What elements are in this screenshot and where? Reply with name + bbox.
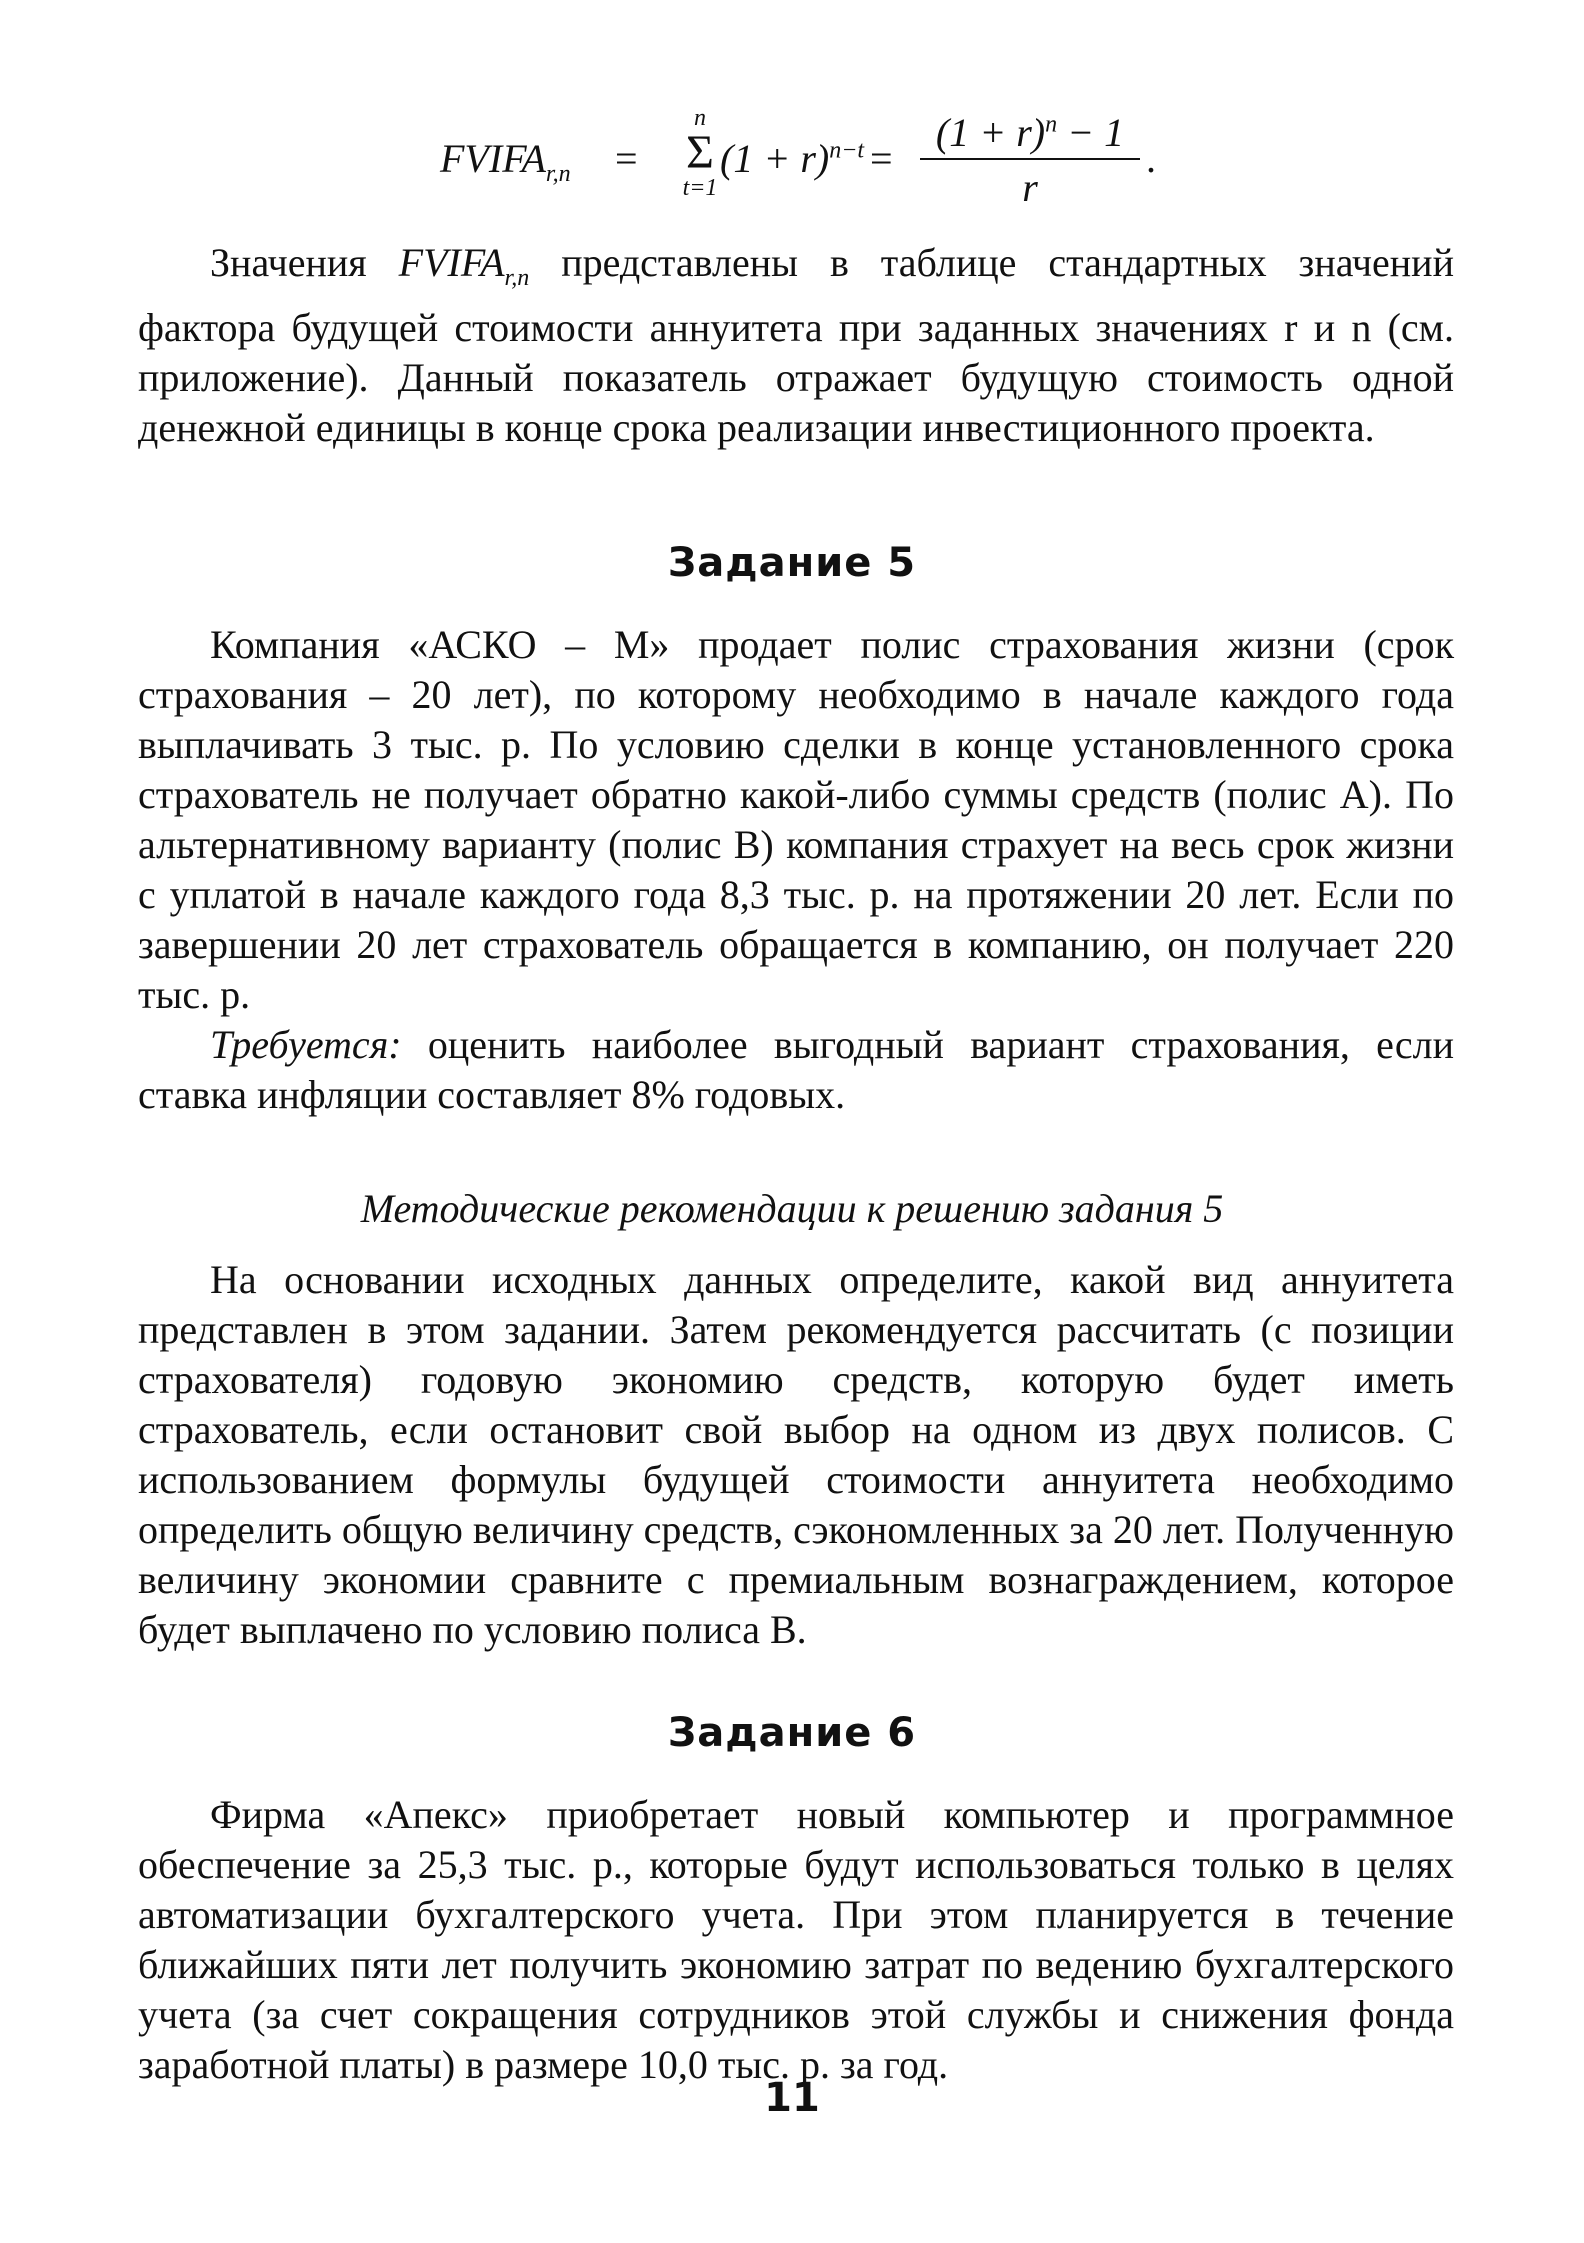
formula-equals: = [615,136,638,181]
intro-paragraph: Значения $FVIFA_{r,n}$ представлены в таблице стандартных значений фактора будущей стоимости аннуитета при заданных значениях r и n (см. приложение). Данный показатель отражает будущую стоимость одной денежной единицы в конце срока реализации инвестиционного проекта. [138,240,1454,450]
formula-lhs: $FVIFA_{r,n}$ [440,136,571,187]
method-paragraph: На основании исходных данных определите, какой вид аннуитета представлен в этом задании. Затем рекомендуется рассчитать (с позиции страхователя) годовую экономию средств, которую будет иметь страхователь, если остановит свой выбор на одном из двух полисов. С использованием формулы будущей стоимости аннуитета необходимо определить общую величину средств, сэкономленных за 20 лет. Полученную величину экономии сравните с премиальным вознаграждением, которое будет выплачено по условию полиса В. [138,1257,1454,1652]
method-heading: Методические рекомендации к решению задания 5 [360,1186,1224,1231]
task5-paragraph: Компания «АСКО – М» продает полис страхования жизни (срок страхования – 20 лет), по которому необходимо в начале каждого года выплачивать 3 тыс. р. По условию сделки в конце установленного срока страхователь не получает обратно какой-либо суммы средств (полис А). По альтернативному варианту (полис В) компания страхует на весь срок жизни с уплатой в начале каждого года 8,3 тыс. р. на протяжении 20 лет. Если по завершении 20 лет страхователь обращается в компанию, он получает 220 тыс. р. [138,622,1454,1017]
task6-heading: Задание 6 [667,1710,917,1756]
formula-term: $(1 + r)^{n-t}$ [720,136,865,181]
formula-sum: n Σ t=1 [682,105,718,201]
task5-heading: Задание 5 [667,540,917,586]
page-number: 11 [764,2075,820,2121]
task5-body [138,620,1454,1120]
formula-equals-2: = [870,136,893,181]
task6-paragraph: Фирма «Апекс» приобретает новый компьютер и программное обеспечение за 25,3 тыс. р., которые будут использоваться только в целях автоматизации бухгалтерского учета. При этом планируется в течение ближайших пяти лет получить экономию затрат по ведению бухгалтерского учета (за счет сокращения сотрудников этой службы и снижения фонда заработной платы) в размере 10,0 тыс. р. за год. [138,1792,1454,2087]
fvifa-formula: $FVIFA_{r,n}$ = n Σ t=1 $(1 + r)^{n-t}$ = $\frac{(1 + r)^n - 1}{r}$ . [440,105,1156,210]
formula-fraction: $\frac{(1 + r)^n - 1}{r}$ [920,109,1140,211]
task5-requirement: Требуется: оценить наиболее выгодный вариант страхования, если ставка инфляции составляет 8% годовых. [138,1022,1454,1117]
